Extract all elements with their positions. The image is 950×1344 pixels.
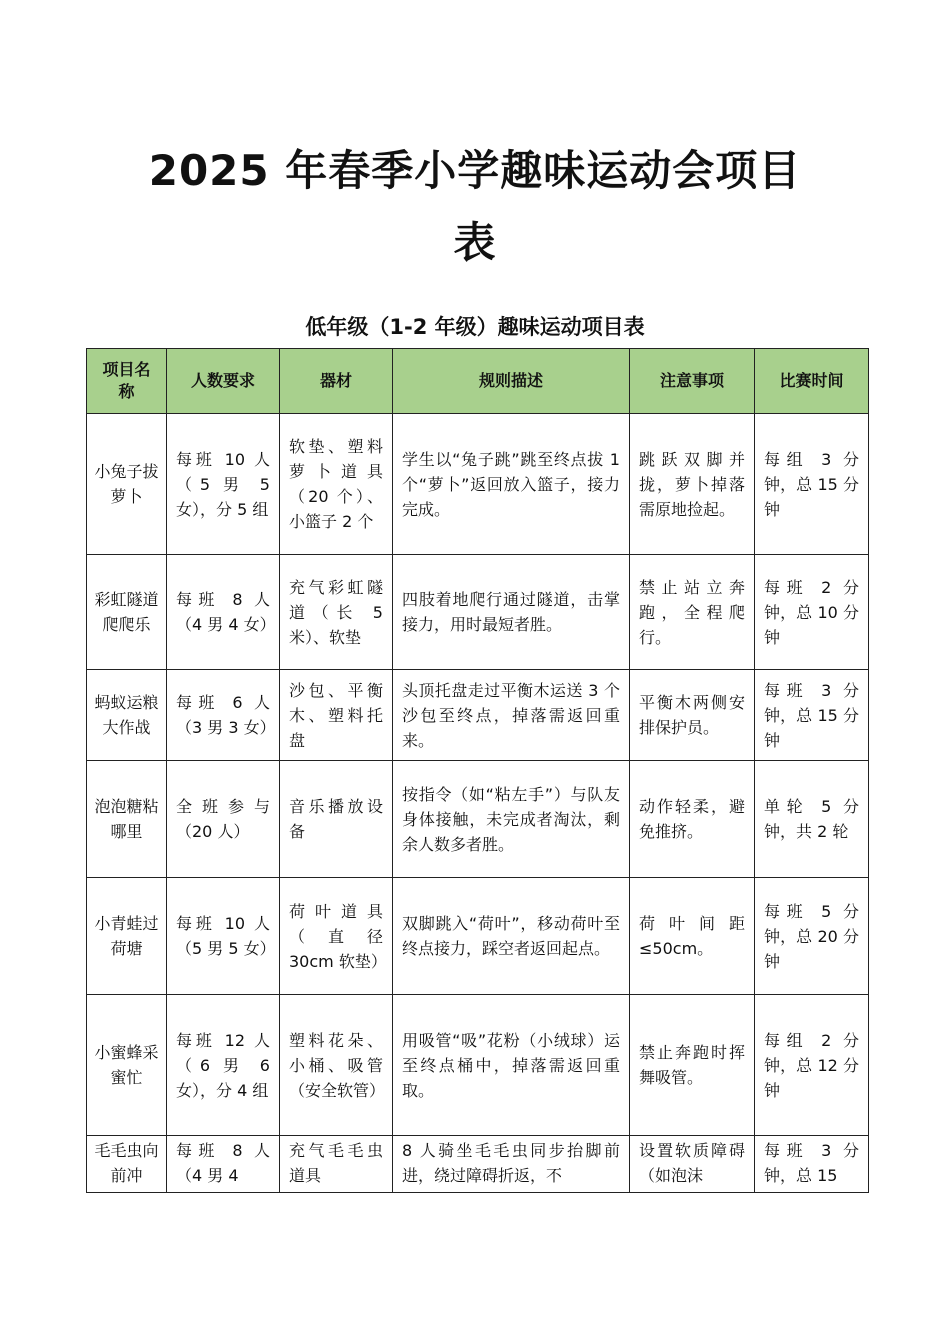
participants-cell — [167, 1136, 280, 1193]
notes-cell: 动作轻柔，避免推挤。 — [630, 761, 755, 878]
rules-cell: 四肢着地爬行通过隧道，击掌接力，用时最短者胜。 — [393, 555, 630, 670]
participants-cell: 每班 10 人（5 男 5 女），分 5 组 — [167, 414, 280, 555]
events-table — [86, 348, 869, 1193]
rules-cell: 用吸管“吸”花粉（小绒球）运至终点桶中，掉落需返回重取。 — [393, 995, 630, 1136]
event-name-text: 毛毛虫向前冲 — [94, 1141, 159, 1185]
event-name: 小兔子拔萝卜 — [87, 414, 167, 555]
table-row — [87, 995, 869, 1136]
table-header-row — [87, 349, 869, 414]
equipment-cell: 软垫、塑料萝卜道具（20 个）、小篮子 2 个 — [280, 414, 393, 555]
event-name: 小蜜蜂采蜜忙 — [87, 995, 167, 1136]
table-row — [87, 878, 869, 995]
equipment-cell: 荷叶道具（直径 30cm 软垫） — [280, 878, 393, 995]
rules-cell — [393, 1136, 630, 1193]
equipment-cell — [280, 1136, 393, 1193]
document-title-line1: 2025 年春季小学趣味运动会项目 — [148, 146, 802, 195]
table-row — [87, 761, 869, 878]
equipment-cell: 充气彩虹隧道（长 5 米）、软垫 — [280, 555, 393, 670]
participants-cell: 每班 12 人（6 男 6 女），分 4 组 — [167, 995, 280, 1136]
participants-cell: 每班 8 人（4 男 4 女） — [167, 555, 280, 670]
notes-cell: 禁止站立奔跑，全程爬行。 — [630, 555, 755, 670]
event-name: 蚂蚁运粮大作战 — [87, 670, 167, 761]
equipment-text: 充气毛毛虫道具 — [289, 1141, 383, 1185]
rules-cell: 双脚跳入“荷叶”，移动荷叶至终点接力，踩空者返回起点。 — [393, 878, 630, 995]
rules-cell: 按指令（如“粘左手”）与队友身体接触，未完成者淘汰，剩余人数多者胜。 — [393, 761, 630, 878]
event-name: 彩虹隧道爬爬乐 — [87, 555, 167, 670]
notes-cell: 跳跃双脚并拢，萝卜掉落需原地捡起。 — [630, 414, 755, 555]
header-event-name: 项目名称 — [87, 349, 167, 414]
table-row — [87, 414, 869, 555]
notes-cell: 禁止奔跑时挥舞吸管。 — [630, 995, 755, 1136]
table-row — [87, 670, 869, 761]
table-subtitle: 低年级（1-2 年级）趣味运动项目表 — [305, 315, 645, 339]
header-duration: 比赛时间 — [755, 349, 869, 414]
event-name: 小青蛙过荷塘 — [87, 878, 167, 995]
participants-cell: 每班 10 人（5 男 5 女） — [167, 878, 280, 995]
table-row — [87, 555, 869, 670]
duration-cell: 单轮 5 分钟，共 2 轮 — [755, 761, 869, 878]
header-notes: 注意事项 — [630, 349, 755, 414]
header-participants: 人数要求 — [167, 349, 280, 414]
header-equipment: 器材 — [280, 349, 393, 414]
duration-cell: 每组 3 分钟，总 15 分钟 — [755, 414, 869, 555]
notes-cell: 平衡木两侧安排保护员。 — [630, 670, 755, 761]
duration-cell: 每班 5 分钟，总 20 分钟 — [755, 878, 869, 995]
rules-text: 8 人骑坐毛毛虫同步抬脚前进，绕过障碍折返，不 — [402, 1141, 620, 1185]
header-rules: 规则描述 — [393, 349, 630, 414]
duration-cell: 每班 3 分钟，总 15 分钟 — [755, 670, 869, 761]
duration-cell — [755, 1136, 869, 1193]
duration-text: 每班 3 分钟，总 15 — [764, 1141, 859, 1185]
rules-cell: 学生以“兔子跳”跳至终点拔 1 个“萝卜”返回放入篮子，接力完成。 — [393, 414, 630, 555]
rules-cell: 头顶托盘走过平衡木运送 3 个沙包至终点，掉落需返回重来。 — [393, 670, 630, 761]
table-row — [87, 1136, 869, 1193]
participants-cell: 全班参与（20 人） — [167, 761, 280, 878]
equipment-cell: 塑料花朵、小桶、吸管（安全软管） — [280, 995, 393, 1136]
event-name — [87, 1136, 167, 1193]
duration-cell: 每组 2 分钟，总 12 分钟 — [755, 995, 869, 1136]
notes-text: 设置软质障碍（如泡沫 — [639, 1141, 745, 1185]
participants-cell: 每班 6 人（3 男 3 女） — [167, 670, 280, 761]
participants-text: 每班 8 人（4 男 4 — [176, 1141, 270, 1185]
event-name: 泡泡糖粘哪里 — [87, 761, 167, 878]
equipment-cell: 音乐播放设备 — [280, 761, 393, 878]
notes-cell: 荷叶间距≤50cm。 — [630, 878, 755, 995]
equipment-cell: 沙包、平衡木、塑料托盘 — [280, 670, 393, 761]
document-title-line2: 表 — [453, 218, 497, 267]
notes-cell — [630, 1136, 755, 1193]
duration-cell: 每班 2 分钟，总 10 分钟 — [755, 555, 869, 670]
